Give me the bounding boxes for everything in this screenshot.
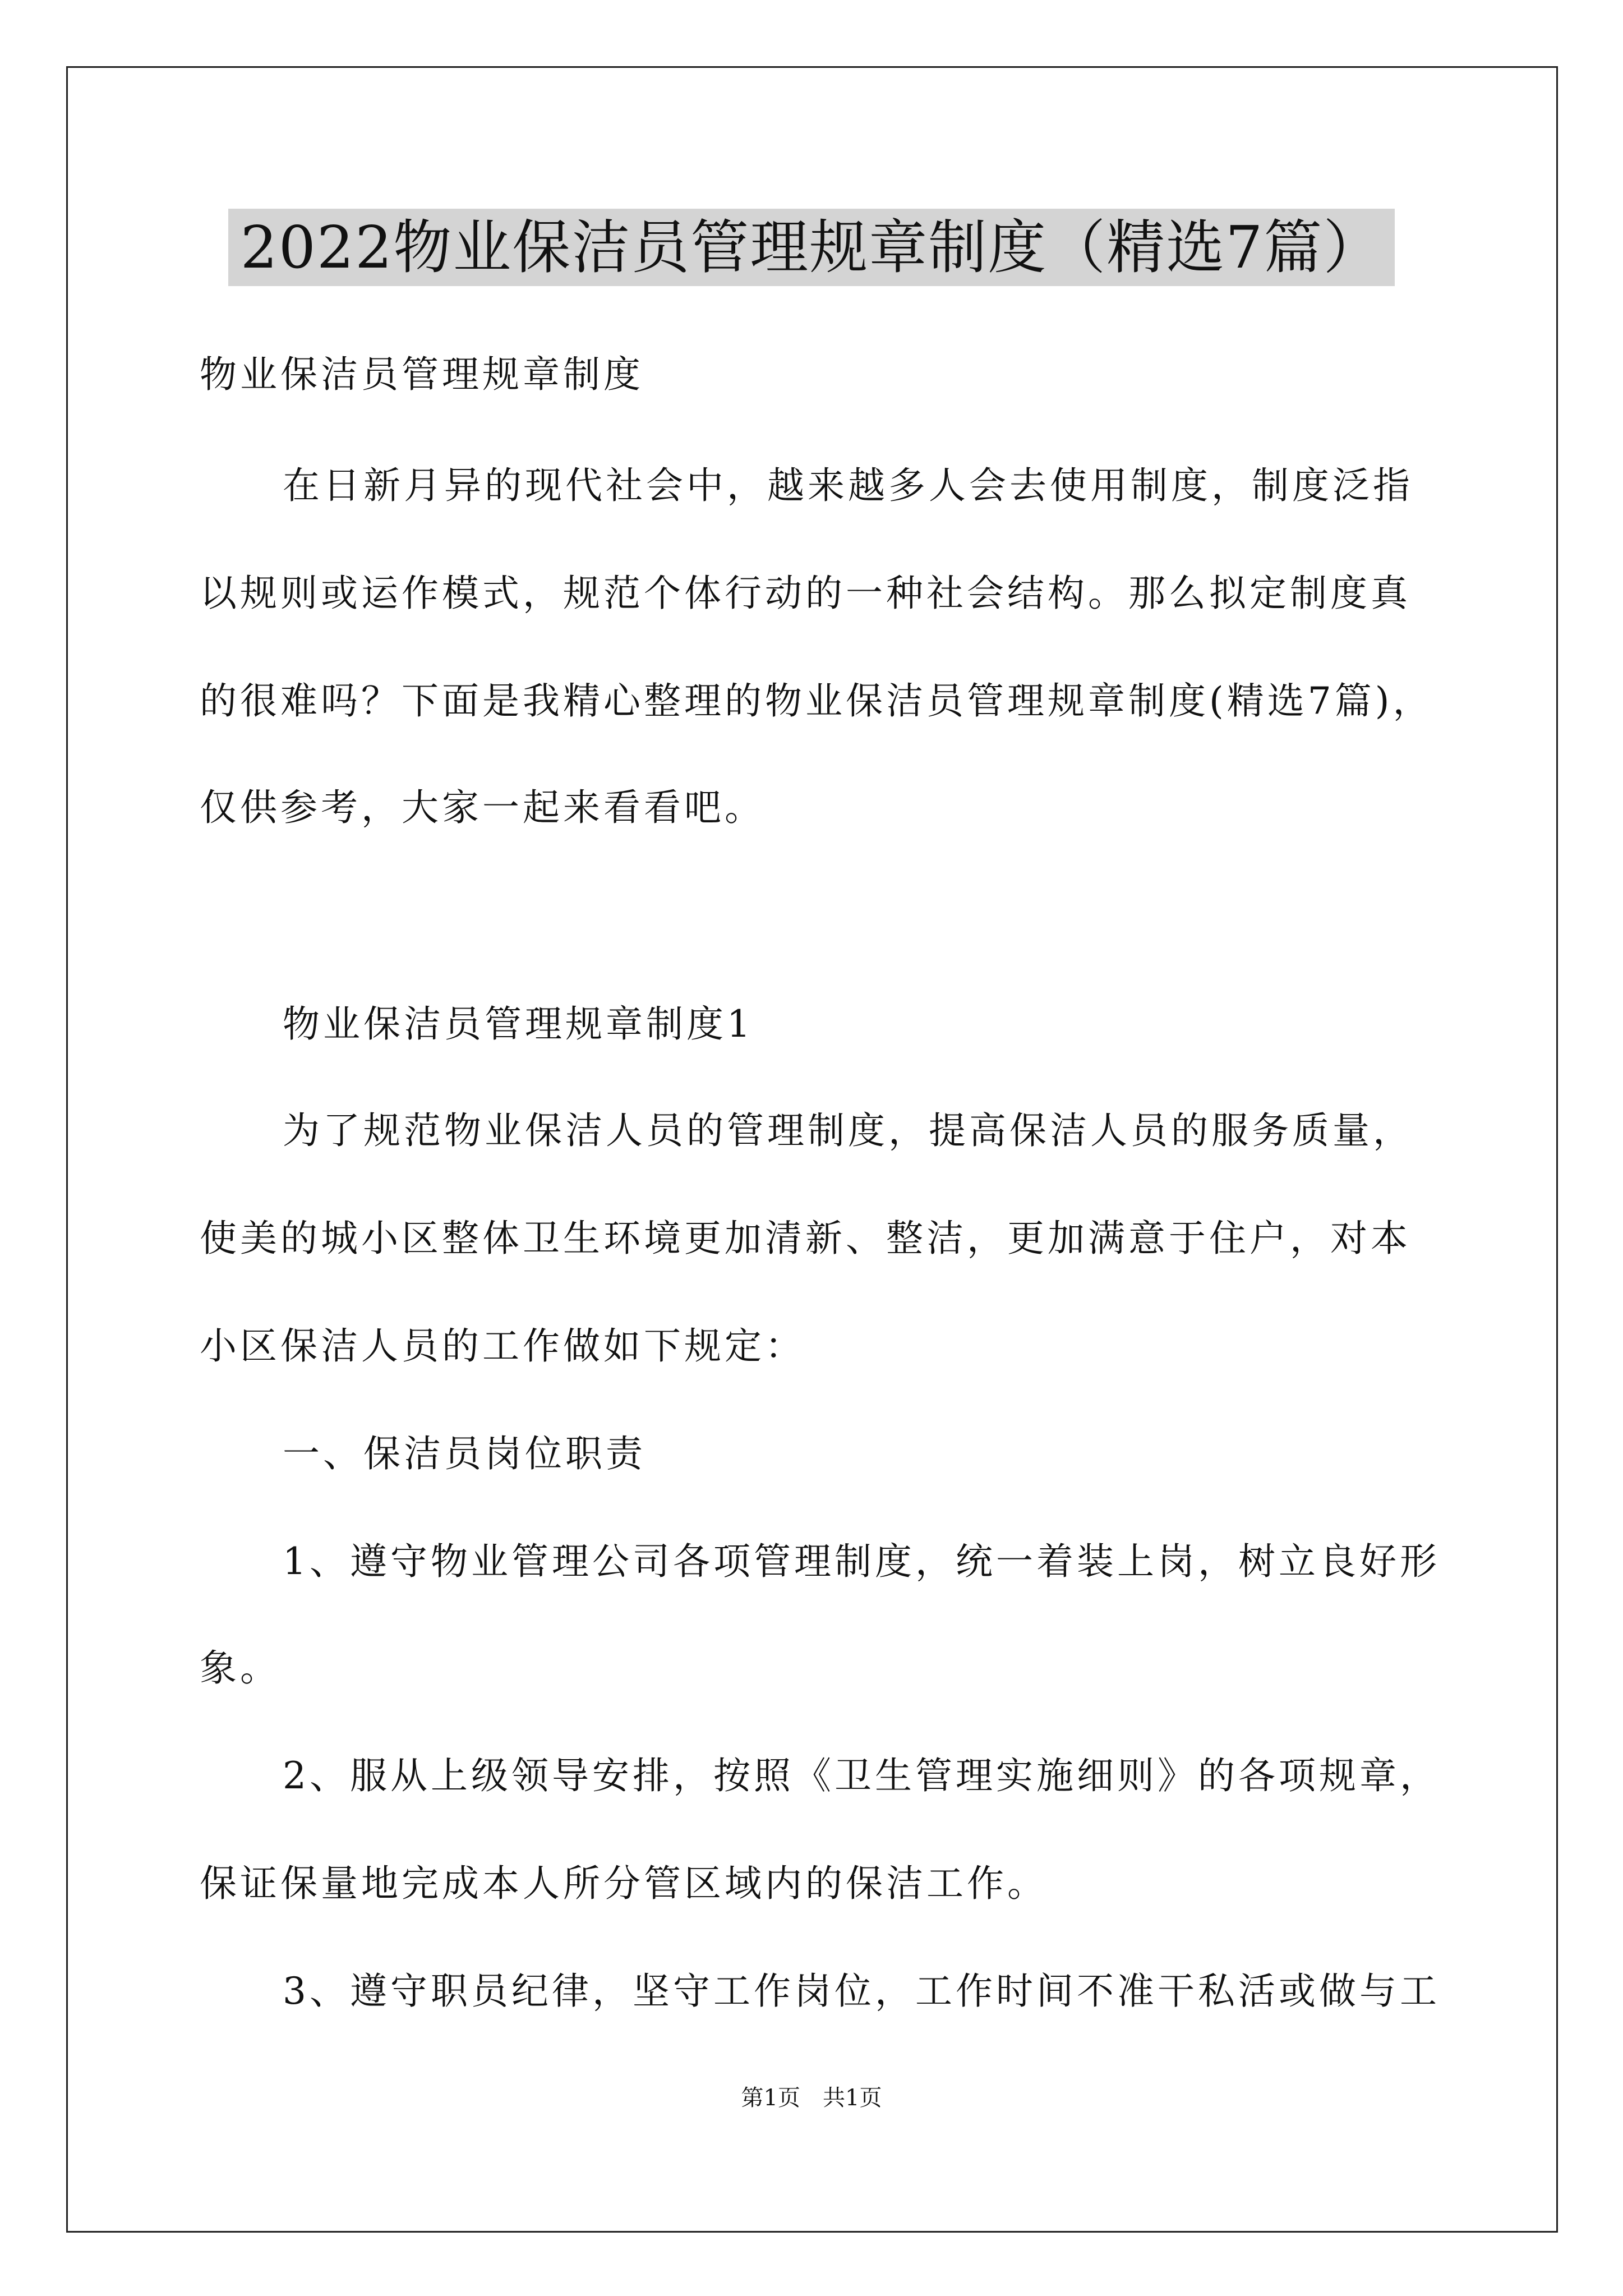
section-heading: 物业保洁员管理规章制度1 [283, 1002, 754, 1046]
intro-line-3: 的很难吗？下面是我精心整理的物业保洁员管理规章制度(精选7篇)， [200, 679, 1433, 723]
intro-line-2: 以规则或运作模式，规范个体行动的一种社会结构。那么拟定制度真 [200, 572, 1411, 615]
document-title: 2022物业保洁员管理规章制度（精选7篇） [228, 209, 1395, 286]
subheading: 一、保洁员岗位职责 [283, 1432, 646, 1475]
intro-line-1: 在日新月异的现代社会中，越来越多人会去使用制度，制度泛指 [283, 464, 1413, 507]
item1-line-1: 1、遵守物业管理公司各项管理制度，统一着装上岗，树立良好形 [283, 1540, 1440, 1583]
item1-line-2: 象。 [200, 1646, 280, 1690]
item2-line-2: 保证保量地完成本人所分管区域内的保洁工作。 [200, 1862, 1048, 1905]
section-intro-line-2: 使美的城小区整体卫生环境更加清新、整洁，更加满意于住户，对本 [200, 1217, 1411, 1260]
section-intro-line-1: 为了规范物业保洁人员的管理制度，提高保洁人员的服务质量， [283, 1109, 1413, 1152]
title-block [0, 209, 1623, 286]
document-subtitle: 物业保洁员管理规章制度 [200, 353, 644, 396]
item3-line-1: 3、遵守职员纪律，坚守工作岗位，工作时间不准干私活或做与工 [283, 1970, 1440, 2013]
item2-line-1: 2、服从上级领导安排，按照《卫生管理实施细则》的各项规章， [283, 1754, 1440, 1797]
page-footer: 第1页 共1页 [741, 2085, 882, 2111]
section-intro-line-3: 小区保洁人员的工作做如下规定： [200, 1324, 805, 1368]
intro-line-4: 仅供参考，大家一起来看看吧。 [200, 786, 765, 829]
